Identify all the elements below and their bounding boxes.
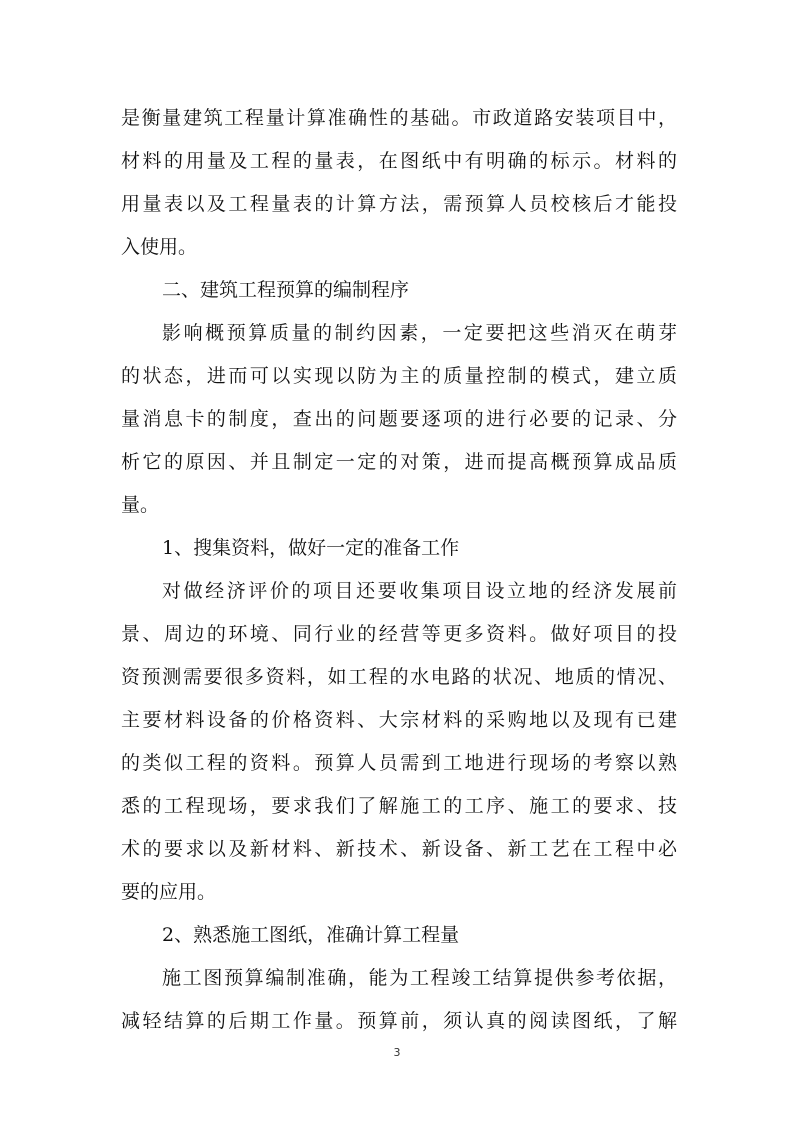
text-line: 影响概预算质量的制约因素，一定要把这些消灭在萌芽: [162, 322, 677, 344]
section-heading: 二、建筑工程预算的编制程序: [162, 279, 410, 301]
text-line: 减轻结算的后期工作量。预算前，须认真的阅读图纸，了解: [121, 1010, 677, 1032]
text-line: 用量表以及工程量表的计算方法，需预算人员校核后才能投: [121, 193, 677, 215]
text-line: 主要材料设备的价格资料、大宗材料的采购地以及现有已建: [121, 709, 677, 731]
text-line: 量消息卡的制度，查出的问题要逐项的进行必要的记录、分: [121, 408, 677, 430]
text-line: 材料的用量及工程的量表，在图纸中有明确的标示。材料的: [121, 150, 677, 172]
text-line: 术的要求以及新材料、新技术、新设备、新工艺在工程中必: [121, 838, 677, 860]
text-line: 施工图预算编制准确，能为工程竣工结算提供参考依据，: [162, 967, 677, 989]
text-line: 景、周边的环境、同行业的经营等更多资料。做好项目的投: [121, 623, 677, 645]
text-line: 析它的原因、并且制定一定的对策，进而提高概预算成品质: [121, 451, 677, 473]
text-line: 的状态，进而可以实现以防为主的质量控制的模式，建立质: [121, 365, 677, 387]
subsection-heading: 2、熟悉施工图纸，准确计算工程量: [162, 924, 460, 946]
page-number: 3: [393, 1046, 401, 1059]
text-line: 资预测需要很多资料，如工程的水电路的状况、地质的情况、: [121, 666, 677, 688]
subsection-heading: 1、搜集资料，做好一定的准备工作: [162, 537, 460, 559]
text-line: 量。: [121, 494, 160, 516]
text-line: 悉的工程现场，要求我们了解施工的工序、施工的要求、技: [121, 795, 677, 817]
text-line: 是衡量建筑工程量计算准确性的基础。市政道路安装项目中，: [121, 107, 677, 129]
text-line: 对做经济评价的项目还要收集项目设立地的经济发展前: [162, 580, 677, 602]
text-line: 入使用。: [121, 236, 198, 258]
text-line: 的类似工程的资料。预算人员需到工地进行现场的考察以熟: [121, 752, 677, 774]
text-line: 要的应用。: [121, 881, 217, 903]
